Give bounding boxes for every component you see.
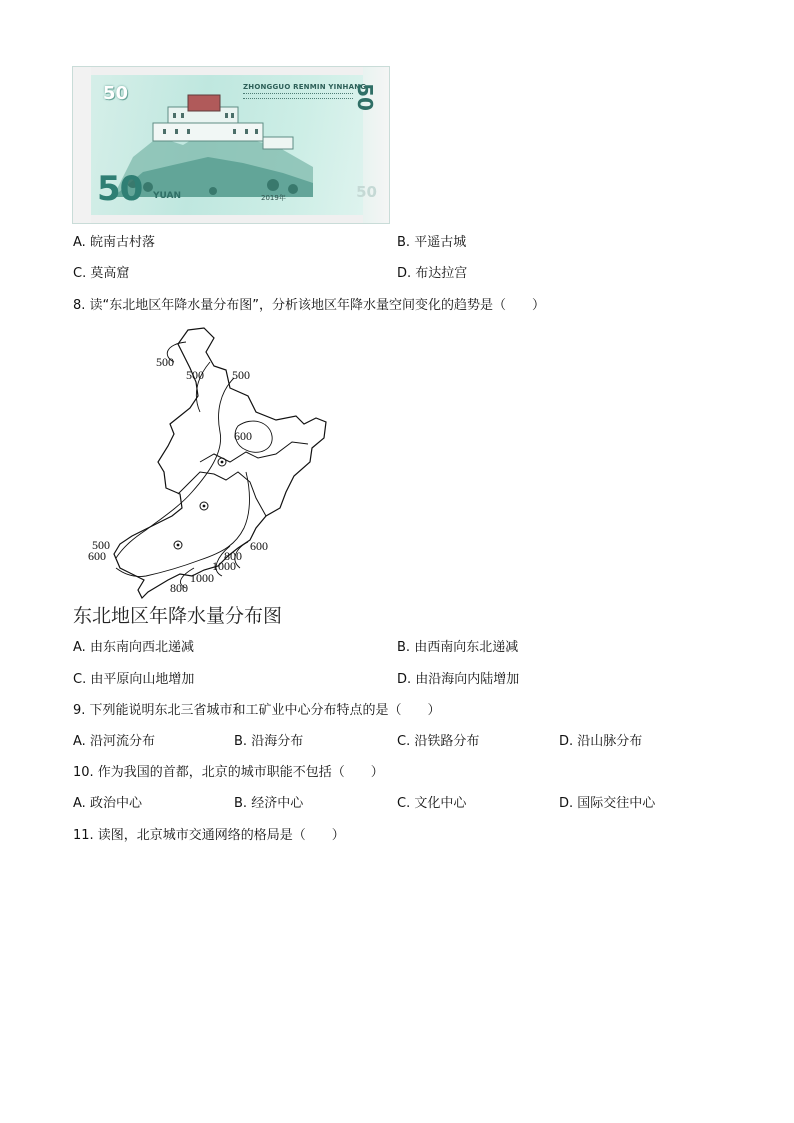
option-text: 沿河流分布	[89, 734, 155, 749]
q9-option-a[interactable]	[73, 733, 155, 751]
isoline-label: 600	[88, 549, 106, 563]
note-year: 2019年	[261, 194, 286, 202]
q8-option-d[interactable]	[397, 671, 519, 689]
option-letter: B.	[397, 235, 411, 250]
note-denomination-big: 50	[97, 169, 143, 209]
isoline-label: 1000	[190, 571, 214, 585]
option-text: 由东南向西北递减	[89, 640, 194, 655]
option-text: 经济中心	[251, 796, 304, 811]
option-letter: D.	[397, 672, 412, 687]
option-text: 由沿海向内陆增加	[415, 672, 520, 687]
isoline-label: 500	[186, 368, 204, 382]
q9-option-b[interactable]	[234, 733, 303, 751]
q11-stem: 11. 读图，北京城市交通网络的格局是（ ）	[73, 828, 345, 843]
option-letter: B.	[234, 796, 248, 811]
option-letter: A.	[73, 640, 86, 655]
isoline-label: 600	[250, 539, 268, 553]
option-text: 皖南古村落	[89, 235, 155, 250]
note-vertical-denomination: 50	[353, 83, 378, 111]
q7-option-a[interactable]	[73, 234, 155, 252]
note-currency: YUAN	[153, 191, 182, 201]
option-text: 文化中心	[414, 796, 467, 811]
isoline-label: 800	[170, 581, 188, 595]
option-letter: D.	[559, 796, 574, 811]
banknote-image	[72, 66, 390, 224]
q8-stem: 8. 读“东北地区年降水量分布图”，分析该地区年降水量空间变化的趋势是（ ）	[73, 298, 546, 313]
isoline-label: 600	[234, 429, 252, 443]
note-bank-name: ZHONGGUO RENMIN YINHANG	[243, 83, 367, 91]
q10-option-c[interactable]	[397, 795, 466, 813]
option-letter: D.	[397, 266, 412, 281]
option-letter: B.	[397, 640, 411, 655]
option-text: 由西南向东北递减	[414, 640, 519, 655]
isoline-label: 500	[232, 368, 250, 382]
precipitation-map	[80, 322, 340, 606]
option-text: 由平原向山地增加	[90, 672, 195, 687]
q7-option-c[interactable]	[73, 265, 129, 283]
q9-option-d[interactable]	[559, 733, 642, 751]
potala-palace-illustration	[113, 87, 313, 197]
isoline-label: 500	[92, 538, 110, 552]
option-text: 平遥古城	[414, 235, 467, 250]
q10-stem: 10. 作为我国的首都，北京的城市职能不包括（ ）	[73, 765, 384, 780]
q8-option-c[interactable]	[73, 671, 194, 689]
option-letter: A.	[73, 734, 86, 749]
isoline-label: 800	[224, 549, 242, 563]
option-letter: A.	[73, 796, 86, 811]
q10-option-d[interactable]	[559, 795, 655, 813]
q7-option-d[interactable]	[397, 265, 467, 283]
option-text: 国际交往中心	[577, 796, 656, 811]
q7-option-b[interactable]	[397, 234, 466, 252]
option-letter: C.	[397, 796, 411, 811]
option-letter: B.	[234, 734, 248, 749]
note-minority-scripts	[243, 93, 353, 99]
note-ghost-denomination: 50	[356, 183, 377, 201]
q9-option-c[interactable]	[397, 733, 479, 751]
option-text: 沿山脉分布	[577, 734, 643, 749]
option-letter: C.	[397, 734, 411, 749]
q8-option-b[interactable]	[397, 639, 518, 657]
q9-stem: 9. 下列能说明东北三省城市和工矿业中心分布特点的是（ ）	[73, 703, 441, 718]
note-top-band	[73, 67, 389, 75]
province-boundary-south	[178, 472, 266, 516]
note-bottom-band	[73, 215, 389, 223]
note-denomination-small: 50	[103, 83, 129, 104]
option-text: 莫高窟	[90, 266, 130, 281]
note-left-strip	[73, 67, 91, 223]
option-text: 沿铁路分布	[414, 734, 480, 749]
option-letter: C.	[73, 672, 87, 687]
option-text: 沿海分布	[251, 734, 304, 749]
option-letter: C.	[73, 266, 87, 281]
q10-option-a[interactable]	[73, 795, 142, 813]
map-caption: 东北地区年降水量分布图	[73, 605, 283, 627]
option-text: 政治中心	[89, 796, 142, 811]
option-text: 布达拉宫	[415, 266, 468, 281]
isoline-500-main	[116, 378, 234, 558]
option-letter: A.	[73, 235, 86, 250]
q8-option-a[interactable]	[73, 639, 194, 657]
isoline-label: 500	[156, 355, 174, 369]
option-letter: D.	[559, 734, 574, 749]
q10-option-b[interactable]	[234, 795, 303, 813]
isoline-label: 1000	[212, 559, 236, 573]
